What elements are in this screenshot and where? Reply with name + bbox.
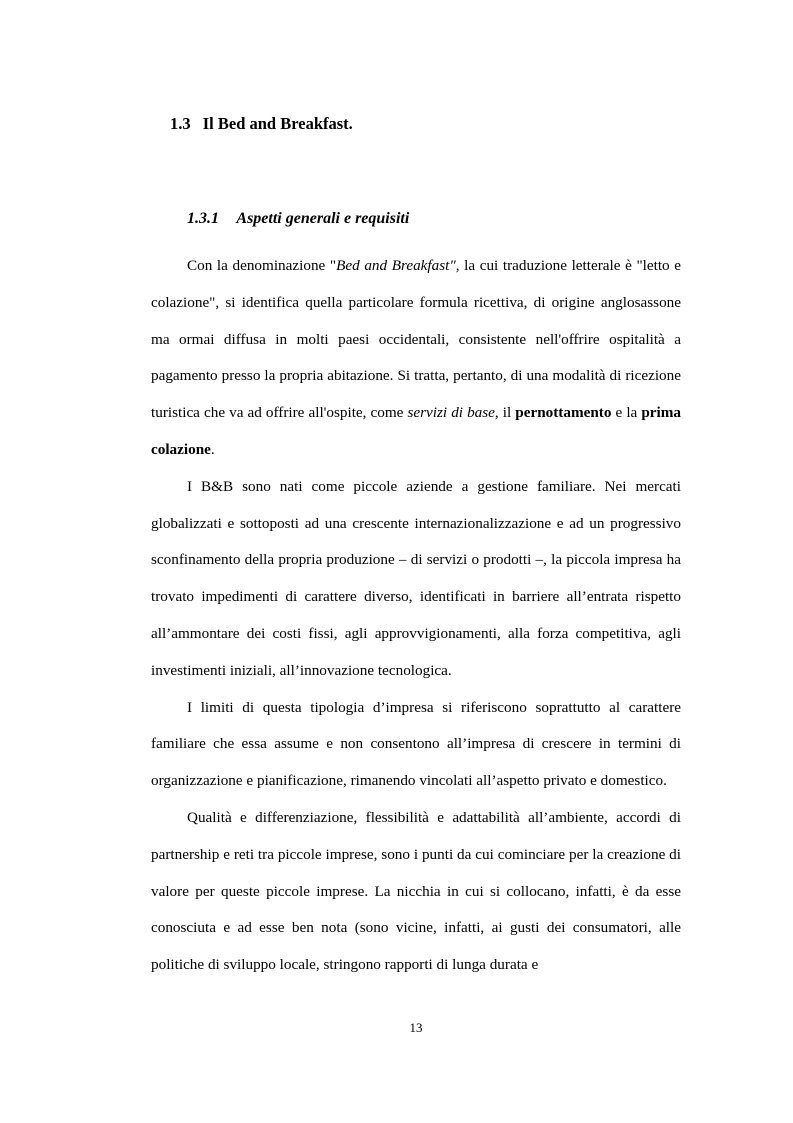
paragraph-1-text: Con la denominazione ": [187, 257, 337, 274]
section-heading: [170, 114, 353, 134]
paragraph-1-text: .: [210, 440, 215, 458]
paragraph-1-text: e la: [611, 404, 642, 422]
section-title: Il Bed and Breakfast.: [202, 114, 353, 133]
page-number: 13: [409, 1020, 423, 1035]
prima-colazione-term: prima colazione: [151, 404, 681, 458]
paragraph-3: I limiti di questa tipologia d’impresa si riferiscono soprattutto al carattere familiare che essa assume e non consentono all’impresa di crescere in termini di organizzazione e pianificazione, rimanendo vincolati all’aspetto privato e domestico.: [151, 698, 681, 790]
paragraph-4: Qualità e differenziazione, flessibilità e adattabilità all’ambiente, accordi di partnership e reti tra piccole imprese, sono i punti da cui cominciare per la creazione di valore per queste piccole imprese. La nicchia in cui si collocano, infatti, è da esse conosciuta e ad esse ben nota (sono vicine, infatti, ai gusti dei consumatori, alle politiche di sviluppo locale, stringono rapporti di lunga durata e: [151, 808, 681, 974]
pernottamento-term: pernottamento: [515, 404, 612, 422]
body-text: [151, 248, 681, 984]
paragraph-1: [151, 248, 681, 469]
section-number: 1.3: [170, 114, 191, 133]
subsection-title: Aspetti generali e requisiti: [236, 210, 410, 227]
servizi-di-base-term: servizi di base: [407, 404, 495, 422]
paragraph-1-text: , la cui traduzione letterale è "letto e colazione", si identifica quella particolare formula ricettiva, di origine anglosassone ma ormai diffusa in molti paesi occidentali, consistente nell'offrire ospitalità a pagamento presso la propria abitazione. Si tratta, pertanto, di una modalità di ricezione turistica che va ad offrire all'ospite, come: [151, 257, 681, 422]
subsection-number: 1.3.1: [187, 210, 219, 227]
paragraph-2: I B&B sono nati come piccole aziende a gestione familiare. Nei mercati globalizzati e sottoposti ad una crescente internazionalizzazione e ad un progressivo sconfinamento della propria produzione – di servizi o prodotti –, la piccola impresa ha trovato impedimenti di carattere diverso, identificati in barriere all’entrata rispetto all’ammontare dei costi fissi, agli approvvigionamenti, alla forza competitiva, agli investimenti iniziali, all’innovazione tecnologica.: [151, 477, 681, 679]
subsection-heading: [187, 210, 409, 228]
paragraph-1-text: , il: [494, 404, 516, 422]
bed-and-breakfast-term: Bed and Breakfast": [336, 257, 456, 274]
